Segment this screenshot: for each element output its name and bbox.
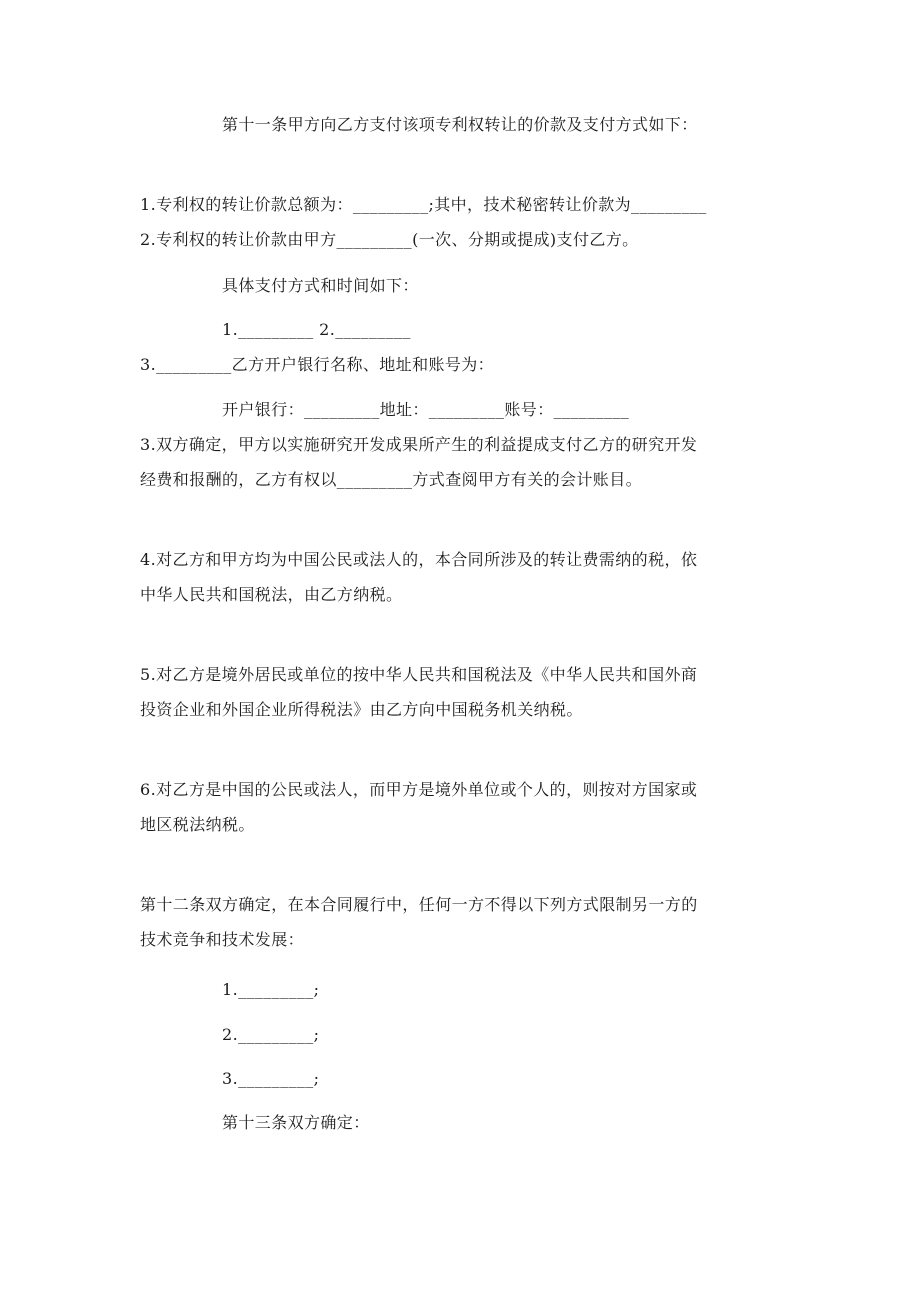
clause-2-payment-method: 2.专利权的转让价款由甲方_________(一次、分期或提成)支付乙方。 (140, 230, 639, 249)
restriction-item-2: 2._________; (222, 1025, 320, 1044)
clause-3-line-1: 3.双方确定，甲方以实施研究开发成果所产生的利益提成支付乙方的研究开发 (140, 435, 698, 454)
clause-1-total-price: 1.专利权的转让价款总额为：_________;其中，技术秘密转让价款为_________ (140, 195, 707, 214)
clause-4-line-2: 中华人民共和国税法，由乙方纳税。 (140, 585, 403, 604)
article-12-line-1: 第十二条双方确定，在本合同履行中，任何一方不得以下列方式限制另一方的 (140, 895, 698, 914)
clause-3-line-2: 经费和报酬的，乙方有权以_________方式查阅甲方有关的会计账目。 (140, 470, 643, 489)
clause-4-line-1: 4.对乙方和甲方均为中国公民或法人的，本合同所涉及的转让费需纳的税，依 (140, 550, 698, 569)
clause-6-line-2: 地区税法纳税。 (140, 815, 255, 834)
restriction-item-3: 3._________; (222, 1069, 320, 1088)
restriction-item-1: 1._________; (222, 980, 320, 999)
article-13-heading: 第十三条双方确定： (222, 1113, 370, 1132)
article-12-line-2: 技术竞争和技术发展： (140, 930, 305, 949)
clause-5-line-2: 投资企业和外国企业所得税法》由乙方向中国税务机关纳税。 (140, 700, 583, 719)
bank-account-details: 开户银行：_________地址：_________账号：_________ (222, 400, 630, 419)
clause-5-line-1: 5.对乙方是境外居民或单位的按中华人民共和国税法及《中华人民共和国外商 (140, 665, 698, 684)
article-11-heading: 第十一条甲方向乙方支付该项专利权转让的价款及支付方式如下： (222, 115, 698, 134)
clause-6-line-1: 6.对乙方是中国的公民或法人，而甲方是境外单位或个人的，则按对方国家或 (140, 780, 698, 799)
payment-schedule-heading: 具体支付方式和时间如下： (222, 276, 419, 295)
payment-item-3-bank-info: 3._________乙方开户银行名称、地址和账号为： (140, 355, 495, 374)
payment-items-1-2: 1._________ 2._________ (222, 320, 411, 339)
